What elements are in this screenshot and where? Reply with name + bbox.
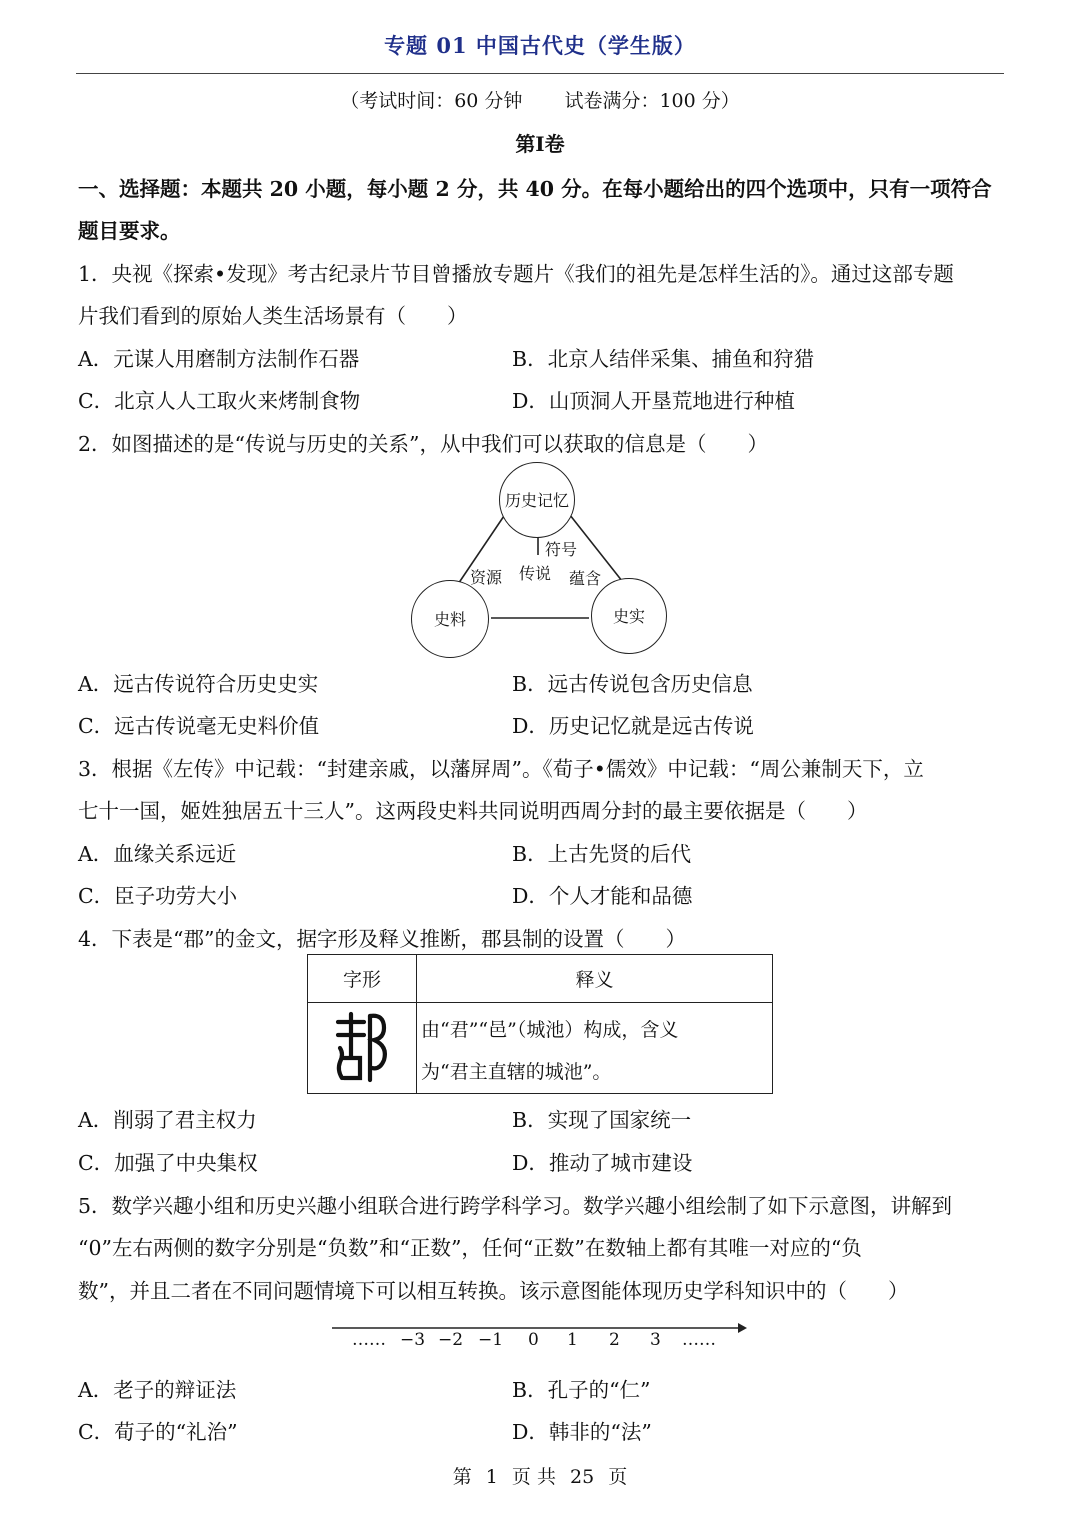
meaning-cell — [417, 1003, 773, 1094]
q3-option-d: D．个人才能和品德 — [512, 884, 693, 908]
q3-option-a: A．血缘关系远近 — [78, 842, 237, 866]
q2-option-b: B．远古传说包含历史信息 — [512, 672, 753, 696]
number-line-label: −3 — [400, 1330, 426, 1350]
q1-option-d: D．山顶洞人开垦荒地进行种植 — [512, 389, 795, 413]
q5-option-c: C．荀子的“礼治” — [78, 1420, 238, 1444]
number-line-label: −1 — [478, 1330, 504, 1350]
q5-option-a: A．老子的辩证法 — [78, 1378, 237, 1402]
footer-mid: 页 共 — [511, 1466, 556, 1488]
page-title: 专题 01 中国古代史（学生版） — [384, 33, 696, 58]
q2-stem-line1: 2．如图描述的是“传说与历史的关系”，从中我们可以获取的信息是（ ） — [78, 432, 769, 456]
number-line-label: …… — [352, 1330, 386, 1350]
legend-history-diagram — [406, 458, 668, 658]
q2-option-c: C．远古传说毫无史料价值 — [78, 714, 320, 738]
q1-option-a: A．元谋人用磨制方法制作石器 — [78, 347, 360, 371]
q5-stem-line3: 数”，并且二者在不同问题情境下可以相互转换。该示意图能体现历史学科知识中的（ ） — [78, 1279, 909, 1303]
bronze-glyph-cell — [308, 1003, 417, 1094]
q4-option-b: B．实现了国家统一 — [512, 1108, 692, 1132]
section-instruction-line1: 一、选择题：本题共 20 小题，每小题 2 分，共 40 分。在每小题给出的四个选项中，只有一项符合 — [78, 177, 992, 201]
exam-time: （考试时间：60 分钟 — [340, 90, 523, 112]
number-line-label: 1 — [567, 1330, 578, 1350]
q3-stem-line1: 3．根据《左传》中记载：“封建亲戚，以藩屏周”。《荀子•儒效》中记载：“周公兼制天下，立 — [78, 757, 924, 781]
footer-prefix: 第 — [452, 1466, 472, 1488]
circle-historical-material: 史料 — [411, 580, 489, 658]
q5-stem-line1: 5．数学兴趣小组和历史兴趣小组联合进行跨学科学习。数学兴趣小组绘制了如下示意图，讲解到 — [78, 1194, 953, 1218]
section-instruction-line2: 题目要求。 — [78, 219, 181, 243]
q2-option-a: A．远古传说符合历史史实 — [78, 672, 319, 696]
number-line-label: −2 — [438, 1330, 464, 1350]
number-line-label: 2 — [609, 1330, 620, 1350]
q1-stem-line1: 1．央视《探索•发现》考古纪录片节目曾播放专题片《我们的祖先是怎样生活的》。通过这部专题 — [78, 262, 954, 286]
exam-info — [0, 86, 1080, 113]
q1-option-b: B．北京人结伴采集、捕鱼和狩猎 — [512, 347, 815, 371]
label-symbol: 符号 — [545, 540, 578, 559]
number-line-label: …… — [682, 1330, 716, 1350]
number-line-label: 3 — [650, 1330, 661, 1350]
q4-option-d: D．推动了城市建设 — [512, 1151, 693, 1175]
meaning-line2: 为“君主直辖的城池”。 — [421, 1061, 612, 1083]
q5-option-b: B．孔子的“仁” — [512, 1378, 651, 1402]
q4-stem-line1: 4．下表是“郡”的金文，据字形及释义推断，郡县制的设置（ ） — [78, 927, 687, 951]
footer-current-page: 1 — [485, 1466, 498, 1488]
circle-historical-memory: 历史记忆 — [499, 462, 575, 538]
q2-option-d: D．历史记忆就是远古传说 — [512, 714, 754, 738]
q5-option-d: D．韩非的“法” — [512, 1420, 652, 1444]
q5-stem-line2: “0”左右两侧的数字分别是“负数”和“正数”，任何“正数”在数轴上都有其唯一对应的“负 — [78, 1236, 862, 1260]
q1-stem-line2: 片我们看到的原始人类生活场景有（ ） — [78, 304, 468, 328]
q3-stem-line2: 七十一国，姬姓独居五十三人”。这两段史料共同说明西周分封的最主要依据是（ ） — [78, 799, 868, 823]
table-header-glyph: 字形 — [308, 955, 417, 1003]
label-legend: 传说 — [519, 564, 552, 583]
q4-option-c: C．加强了中央集权 — [78, 1151, 258, 1175]
page-footer — [0, 1462, 1080, 1489]
q3-option-c: C．臣子功劳大小 — [78, 884, 238, 908]
glyph-table — [307, 954, 773, 1094]
table-header-meaning: 释义 — [417, 955, 773, 1003]
label-contain: 蕴含 — [569, 569, 602, 588]
meaning-line1: 由“君”“邑”（城池）构成，含义 — [421, 1019, 679, 1041]
number-line — [330, 1318, 748, 1358]
header-rule — [76, 73, 1004, 74]
q3-option-b: B．上古先贤的后代 — [512, 842, 692, 866]
footer-total-pages: 25 — [570, 1466, 595, 1488]
q4-option-a: A．削弱了君主权力 — [78, 1108, 257, 1132]
q1-option-c: C．北京人人工取火来烤制食物 — [78, 389, 361, 413]
footer-suffix: 页 — [608, 1466, 628, 1488]
bronze-jun-glyph-image — [332, 1008, 392, 1084]
circle-historical-fact: 史实 — [591, 578, 667, 654]
full-score: 试卷满分：100 分） — [564, 90, 740, 112]
number-line-label: 0 — [528, 1330, 539, 1350]
label-resource: 资源 — [470, 568, 503, 587]
volume-heading: 第I卷 — [515, 132, 565, 156]
